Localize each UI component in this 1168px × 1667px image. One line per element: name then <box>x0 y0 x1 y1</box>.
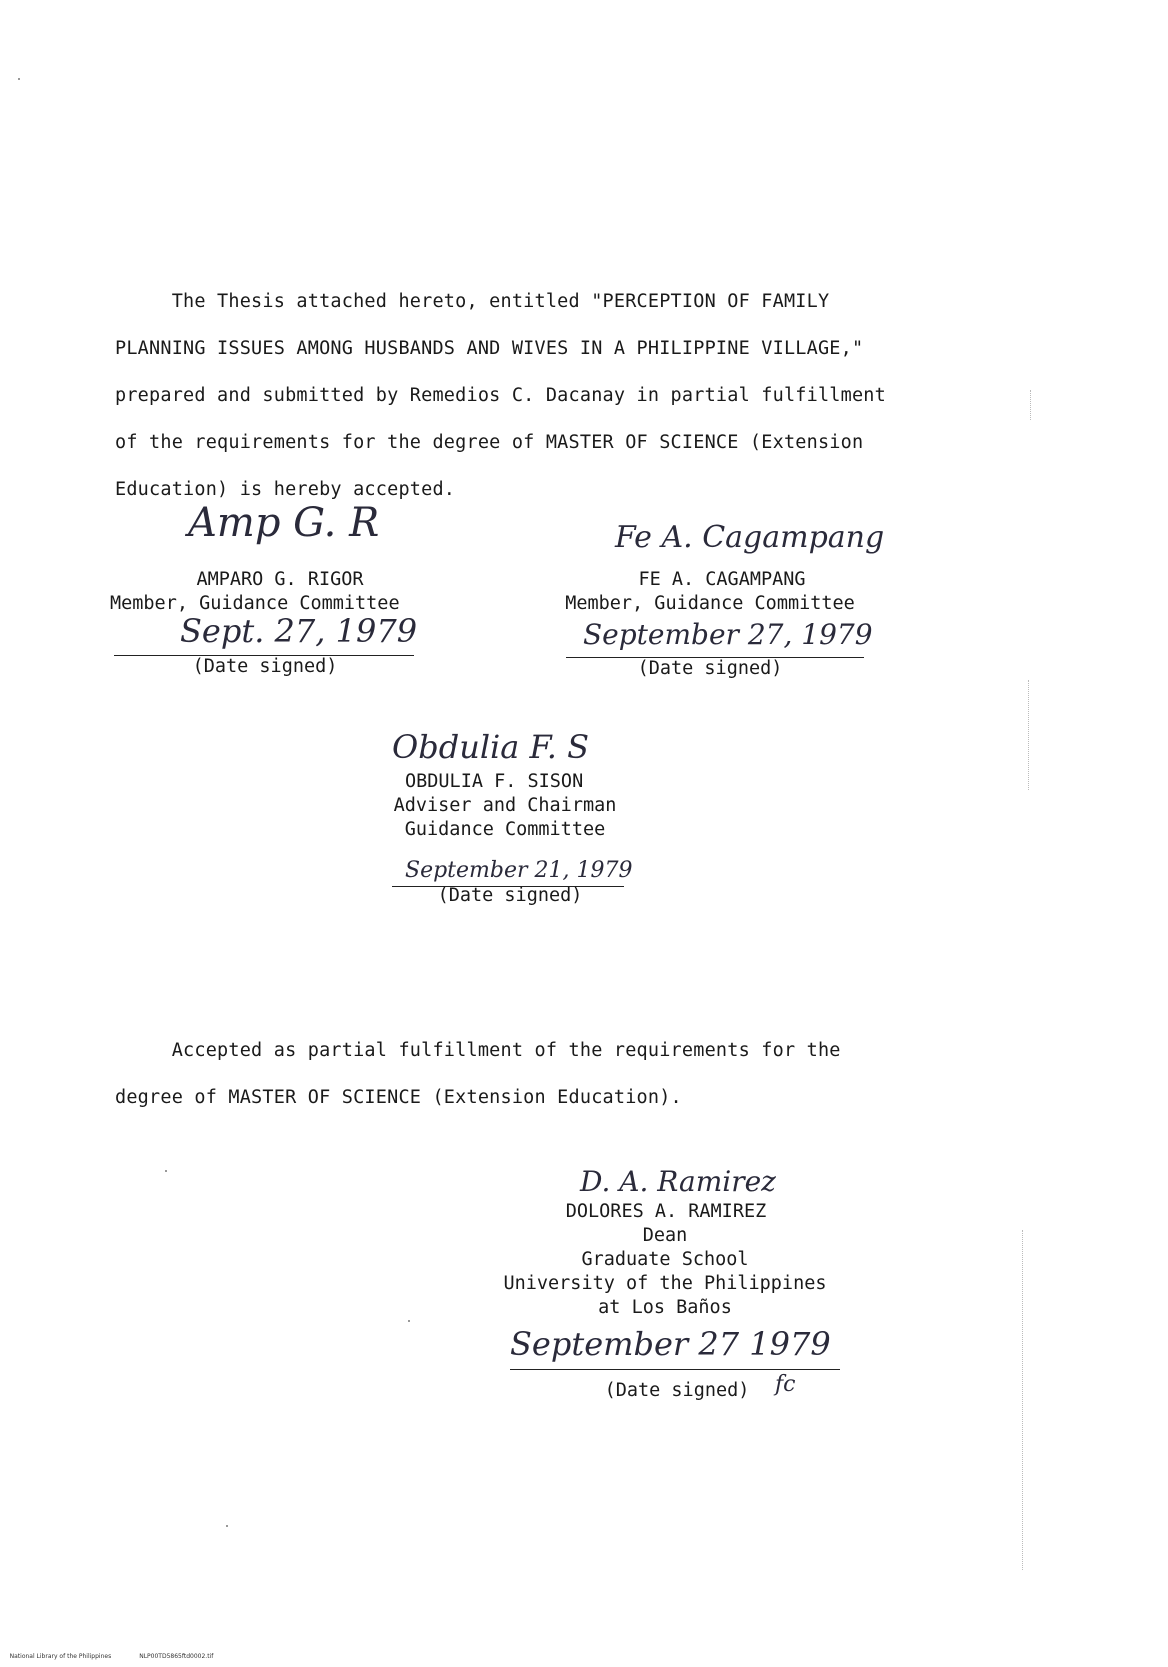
handwritten-date-left: Sept. 27, 1979 <box>180 612 418 650</box>
date-line-dean <box>510 1369 840 1370</box>
date-label-middle: (Date signed) <box>437 885 583 906</box>
scan-speck <box>165 1170 167 1172</box>
signatory-committee: Guidance Committee <box>404 819 606 840</box>
signatory-middle <box>385 770 625 842</box>
signatory-role: Member, Guidance Committee <box>110 593 400 614</box>
signatory-campus: at Los Baños <box>598 1297 732 1318</box>
signature-amparo: Amp G. R <box>188 500 380 546</box>
signatory-role: Member, Guidance Committee <box>565 593 855 614</box>
signatory-left <box>110 568 410 616</box>
paragraph-line: degree of MASTER OF SCIENCE (Extension Education). <box>115 1087 682 1108</box>
paragraph-line: Education) is hereby accepted. <box>115 479 456 500</box>
signatory-name: AMPARO G. RIGOR <box>196 569 364 590</box>
signature-fe: Fe A. Cagampang <box>615 520 885 555</box>
signatory-dean <box>500 1200 830 1320</box>
handwritten-date-dean: September 27 1979 <box>510 1325 831 1363</box>
handwritten-date-right: September 27, 1979 <box>583 618 873 651</box>
date-label-right: (Date signed) <box>637 658 783 679</box>
date-label-left: (Date signed) <box>192 656 338 677</box>
signatory-unit: Graduate School <box>581 1249 749 1270</box>
footer-library: National Library of the Philippines <box>9 1653 112 1660</box>
signatory-title: Dean <box>642 1225 688 1246</box>
scan-speck <box>408 1320 410 1322</box>
scan-edge-mark <box>1022 1230 1023 1570</box>
signature-obdulia: Obdulia F. S <box>392 728 590 766</box>
paragraph-line: of the requirements for the degree of MASTER OF SCIENCE (Extension <box>115 432 864 453</box>
signatory-name: OBDULIA F. SISON <box>405 771 584 792</box>
scan-speck <box>18 78 20 80</box>
signatory-name: FE A. CAGAMPANG <box>638 569 806 590</box>
signatory-university: University of the Philippines <box>503 1273 827 1294</box>
scan-edge-mark <box>1028 680 1029 790</box>
handwritten-initials: fc <box>775 1372 796 1397</box>
paragraph-line: prepared and submitted by Remedios C. Dacanay in partial fulfillment <box>115 385 886 406</box>
scan-speck <box>226 1525 228 1527</box>
paragraph-line: The Thesis attached hereto, entitled "PERCEPTION OF FAMILY <box>115 291 830 312</box>
paragraph-line: PLANNING ISSUES AMONG HUSBANDS AND WIVES IN A PHILIPPINE VILLAGE," <box>115 338 864 359</box>
acceptance-paragraph-2 <box>115 1027 915 1121</box>
scan-footer <box>2 1646 241 1667</box>
handwritten-date-middle: September 21, 1979 <box>405 858 633 883</box>
signatory-name: DOLORES A. RAMIREZ <box>565 1201 767 1222</box>
signature-dolores: D. A. Ramirez <box>580 1165 776 1198</box>
date-label-dean: (Date signed) <box>604 1380 750 1401</box>
scan-edge-mark <box>1030 390 1031 420</box>
signatory-role: Adviser and Chairman <box>393 795 617 816</box>
paragraph-line: Accepted as partial fulfillment of the requirements for the <box>115 1040 841 1061</box>
footer-file: NLP00TD5865ftd0002.tif <box>139 1653 214 1660</box>
acceptance-paragraph <box>115 278 915 513</box>
signatory-right <box>560 568 860 616</box>
